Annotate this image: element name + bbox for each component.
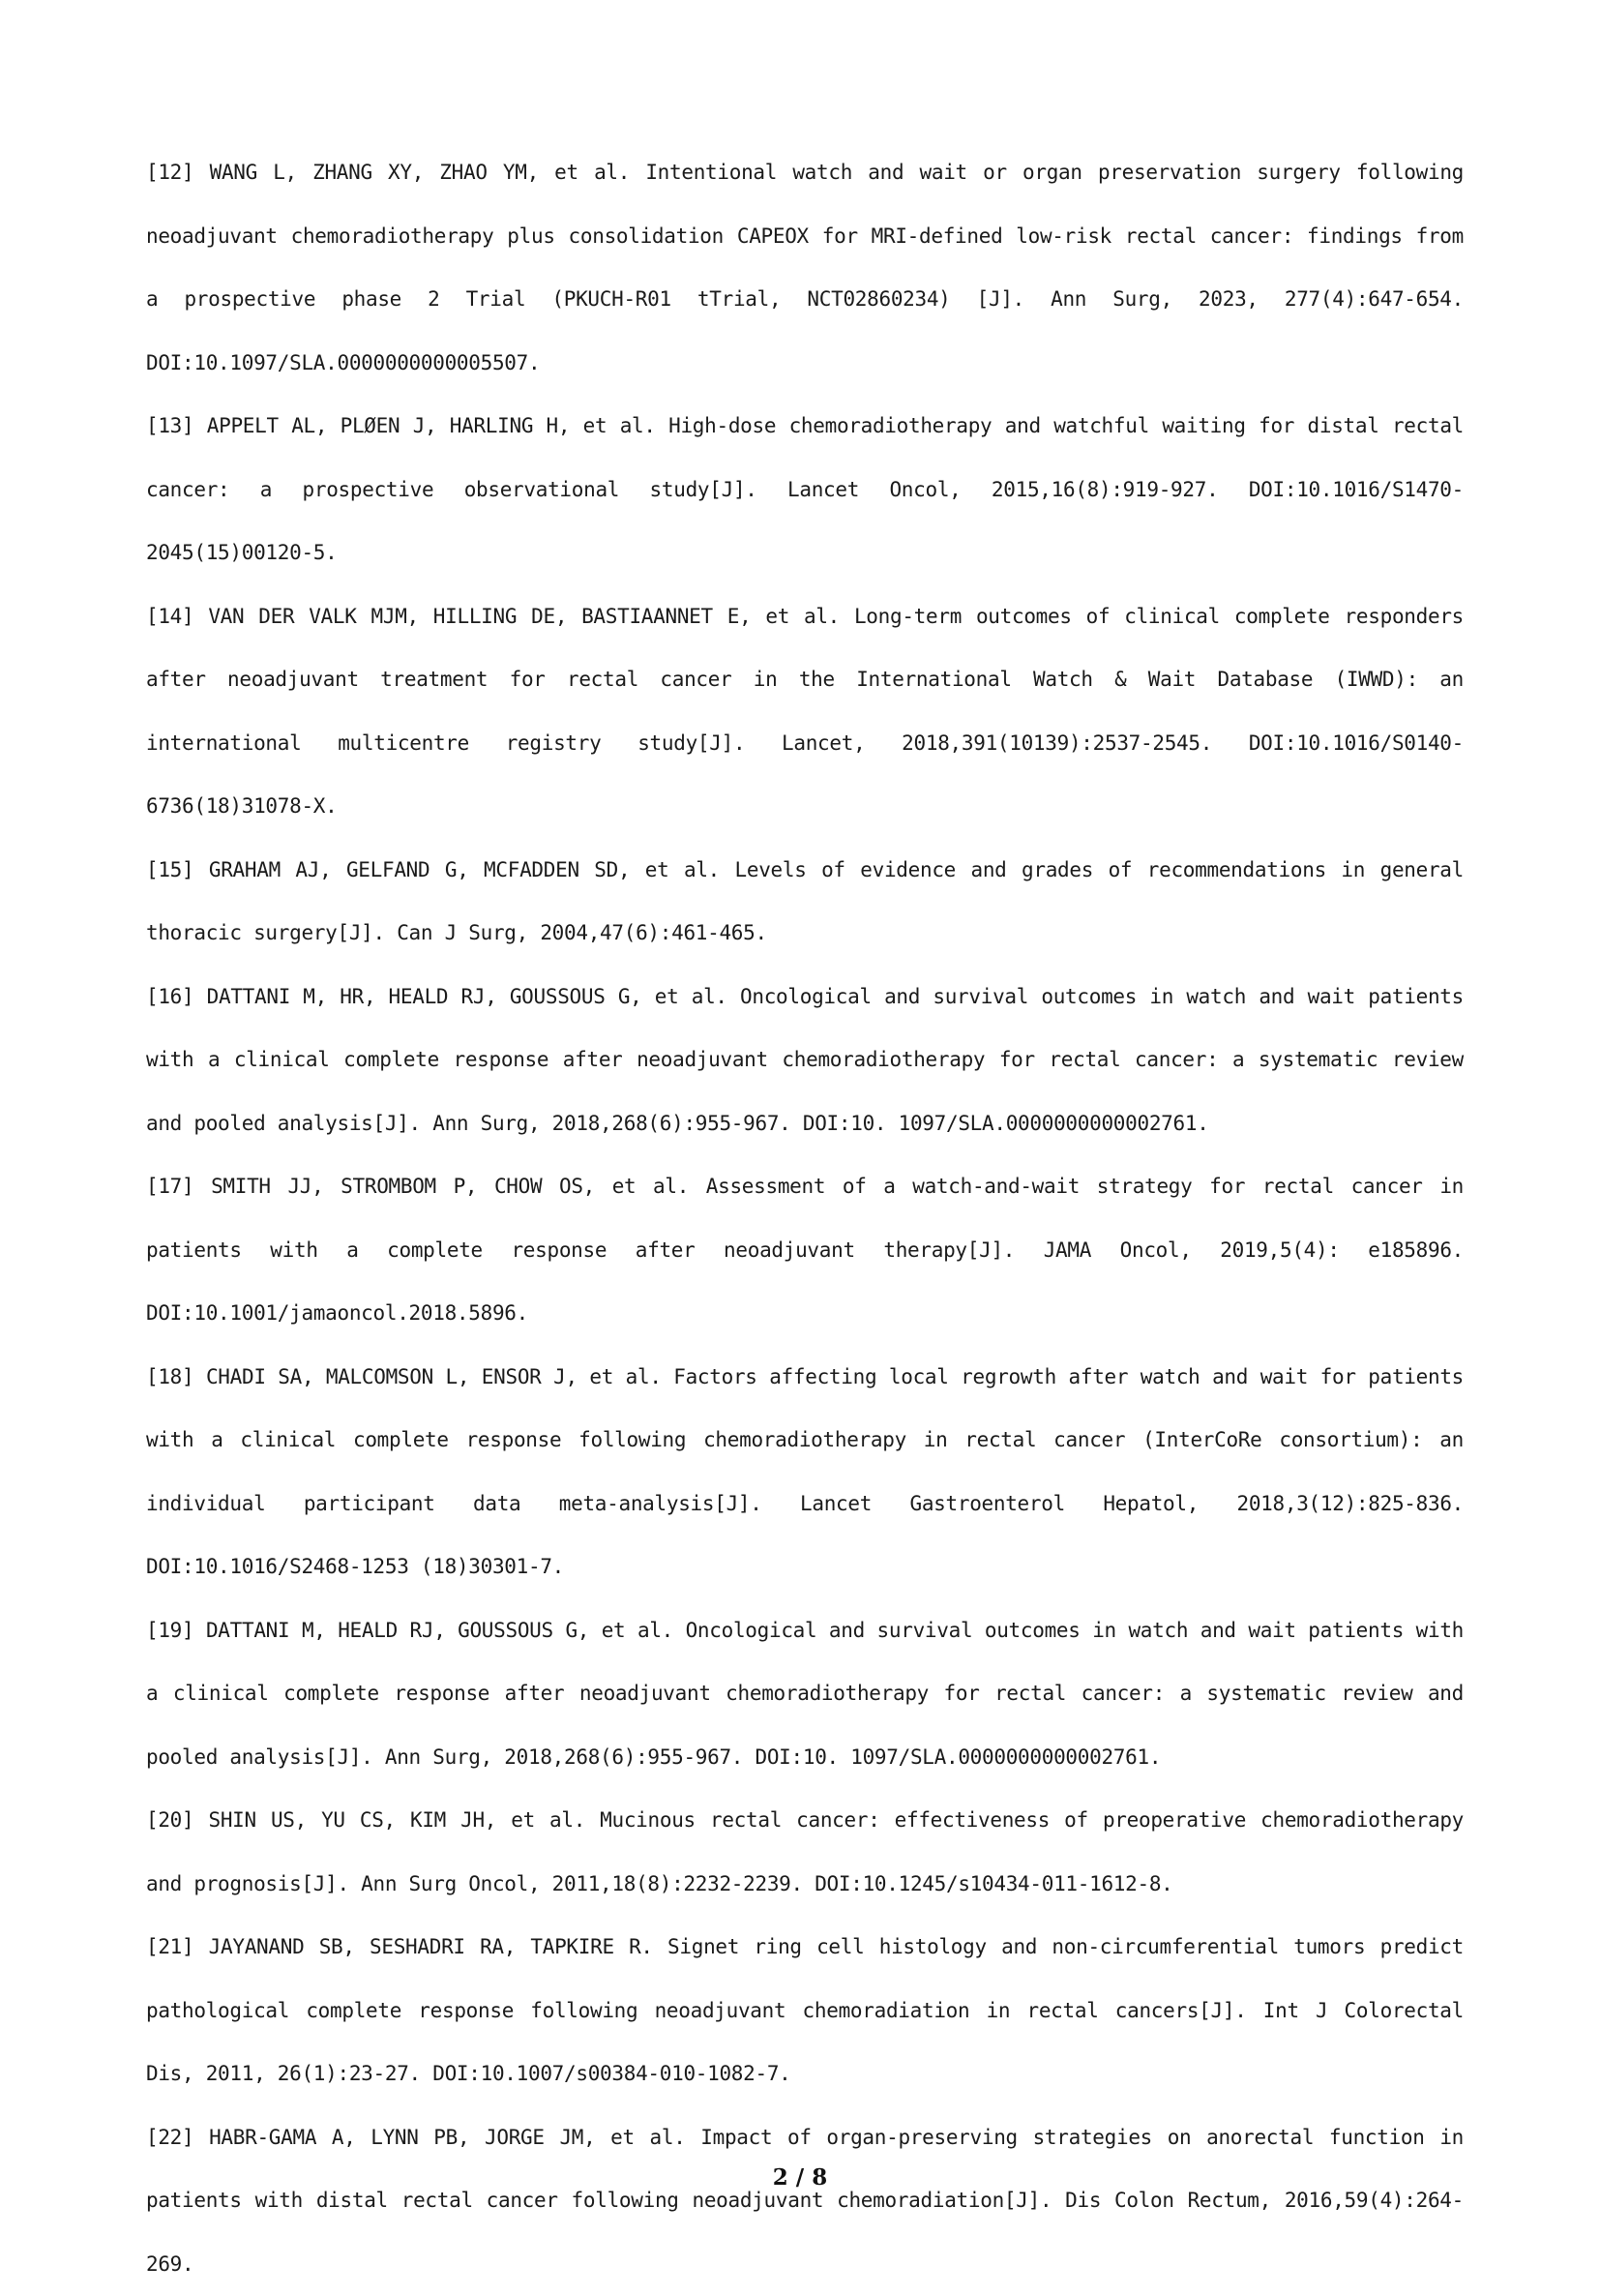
reference-21	[146, 1916, 1464, 2106]
reference-13	[146, 395, 1464, 585]
reference-list	[146, 141, 1464, 2296]
reference-label: [22]	[146, 2126, 193, 2149]
reference-label: [13]	[146, 414, 193, 437]
reference-20	[146, 1789, 1464, 1916]
page-number: 2 / 8	[0, 2164, 1600, 2191]
reference-label: [14]	[146, 605, 193, 628]
reference-label: [21]	[146, 1935, 193, 1958]
reference-text: GRAHAM AJ, GELFAND G, MCFADDEN SD, et al. Levels of evidence and grades of recommendations in general thoracic surgery[J]. Can J Surg, 2004,47(6):461-465.	[146, 858, 1464, 945]
reference-text: JAYANAND SB, SESHADRI RA, TAPKIRE R. Signet ring cell histology and non-circumferential tumors predict pathological complete response following neoadjuvant chemoradiation in rectal cancers[J]. Int J Colorectal Dis, 2011, 26(1):23-27. DOI:10.1007/s00384-010-1082-7.	[146, 1935, 1464, 2085]
reference-text: DATTANI M, HR, HEALD RJ, GOUSSOUS G, et al. Oncological and survival outcomes in watch and wait patients with a clinical complete response after neoadjuvant chemoradiotherapy for rectal cancer: a systematic review and pooled analysis[J]. Ann Surg, 2018,268(6):955-967. DOI:10. 1097/SLA.0000000000002761.	[146, 985, 1464, 1135]
reference-16	[146, 966, 1464, 1156]
reference-17	[146, 1155, 1464, 1346]
reference-label: [20]	[146, 1808, 193, 1832]
reference-text: APPELT AL, PLØEN J, HARLING H, et al. High-dose chemoradiotherapy and watchful waiting for distal rectal cancer: a prospective observational study[J]. Lancet Oncol, 2015,16(8):919-927. DOI:10.1016/S1470-2045(15)00120-5.	[146, 414, 1464, 564]
reference-label: [12]	[146, 161, 193, 184]
reference-12	[146, 141, 1464, 395]
reference-text: SHIN US, YU CS, KIM JH, et al. Mucinous rectal cancer: effectiveness of preoperative chemoradiotherapy and prognosis[J]. Ann Surg Oncol, 2011,18(8):2232-2239. DOI:10.1245/s10434-011-1612-8.	[146, 1808, 1464, 1895]
reference-label: [17]	[146, 1175, 193, 1198]
reference-18	[146, 1346, 1464, 1599]
reference-text: SMITH JJ, STROMBOM P, CHOW OS, et al. Assessment of a watch-and-wait strategy for rectal cancer in patients with a complete response after neoadjuvant therapy[J]. JAMA Oncol, 2019,5(4): e185896. DOI:10.1001/jamaoncol.2018.5896.	[146, 1175, 1464, 1325]
reference-label: [19]	[146, 1619, 193, 1642]
reference-text: CHADI SA, MALCOMSON L, ENSOR J, et al. Factors affecting local regrowth after watch and wait for patients with a clinical complete response following chemoradiotherapy in rectal cancer (InterCoRe consortium): an individual participant data meta-analysis[J]. Lancet Gastroenterol Hepatol, 2018,3(12):825-836. DOI:10.1016/S2468-1253 (18)30301-7.	[146, 1365, 1464, 1579]
reference-text: VAN DER VALK MJM, HILLING DE, BASTIAANNET E, et al. Long-term outcomes of clinical complete responders after neoadjuvant treatment for rectal cancer in the International Watch & Wait Database (IWWD): an international multicentre registry study[J]. Lancet, 2018,391(10139):2537-2545. DOI:10.1016/S0140-6736(18)31078-X.	[146, 605, 1464, 819]
reference-text: WANG L, ZHANG XY, ZHAO YM, et al. Intentional watch and wait or organ preservation surgery following neoadjuvant chemoradiotherapy plus consolidation CAPEOX for MRI-defined low-risk rectal cancer: findings from a prospective phase 2 Trial (PKUCH-R01 tTrial, NCT02860234) [J]. Ann Surg, 2023, 277(4):647-654. DOI:10.1097/SLA.0000000000005507.	[146, 161, 1464, 374]
reference-label: [16]	[146, 985, 193, 1008]
reference-text: HABR-GAMA A, LYNN PB, JORGE JM, et al. Impact of organ-preserving strategies on anorectal function in patients with distal rectal cancer following neoadjuvant chemoradiation[J]. Dis Colon Rectum, 2016,59(4):264-269.	[146, 2126, 1464, 2276]
reference-15	[146, 839, 1464, 966]
reference-label: [18]	[146, 1365, 193, 1388]
reference-14	[146, 585, 1464, 839]
reference-label: [15]	[146, 858, 193, 881]
reference-19	[146, 1599, 1464, 1790]
reference-text: DATTANI M, HEALD RJ, GOUSSOUS G, et al. Oncological and survival outcomes in watch and wait patients with a clinical complete response after neoadjuvant chemoradiotherapy for rectal cancer: a systematic review and pooled analysis[J]. Ann Surg, 2018,268(6):955-967. DOI:10. 1097/SLA.0000000000002761.	[146, 1619, 1464, 1769]
reference-22	[146, 2106, 1464, 2296]
